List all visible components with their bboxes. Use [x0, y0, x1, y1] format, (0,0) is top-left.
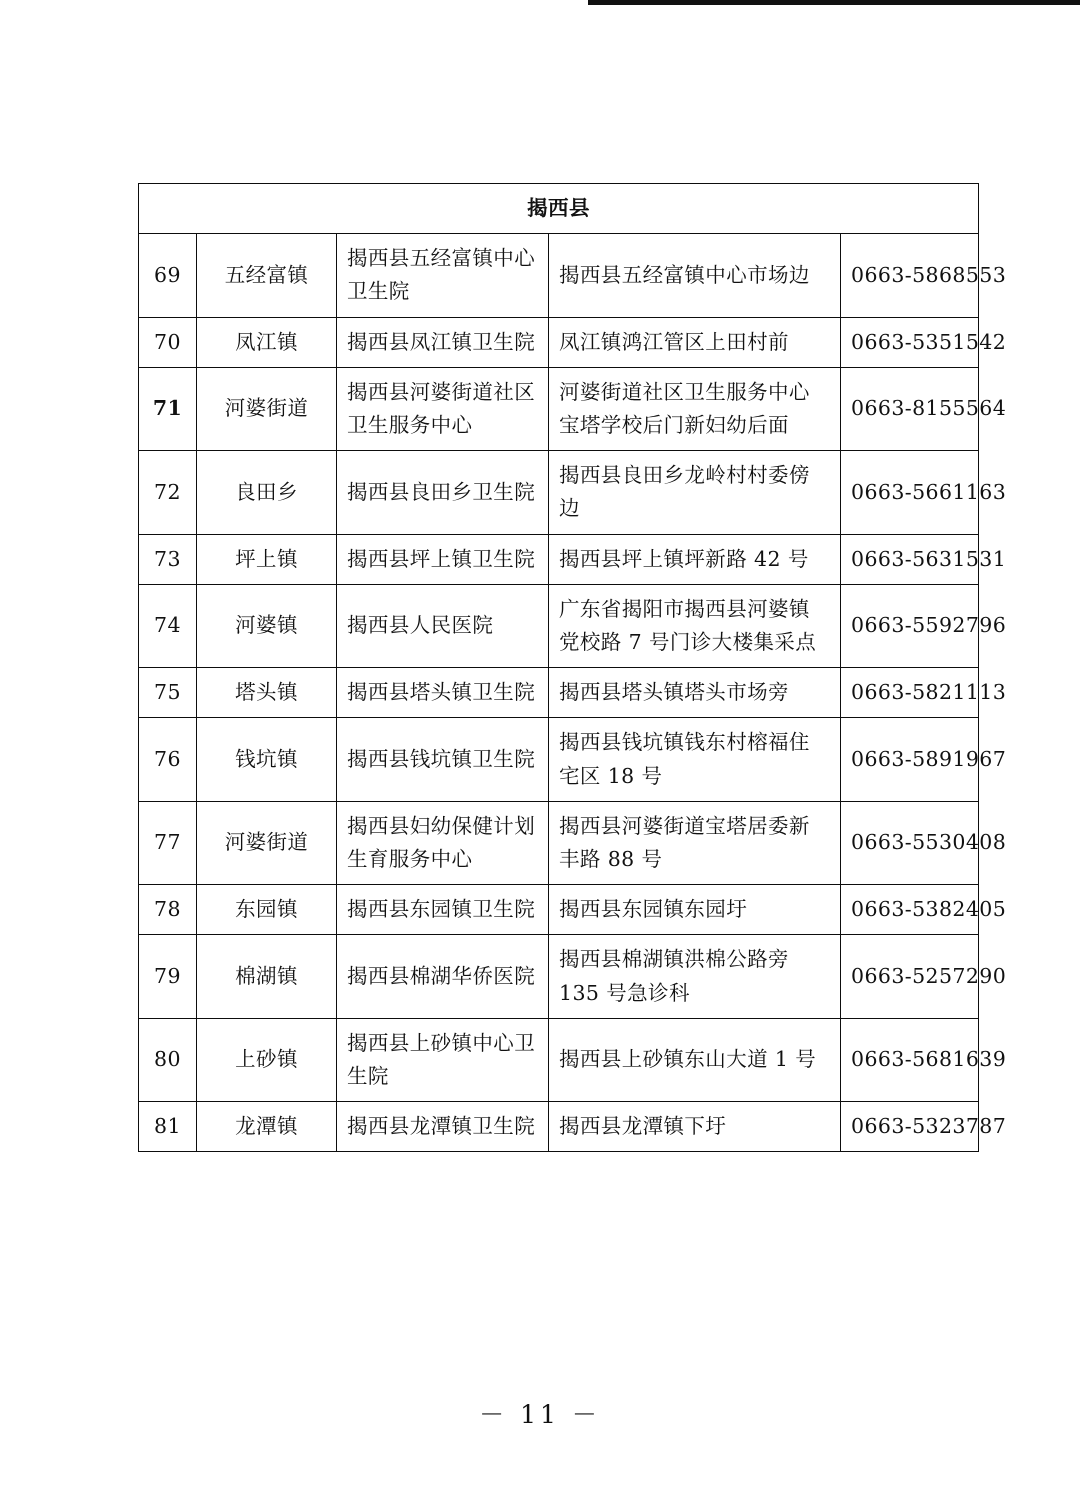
cell-town: 钱坑镇	[197, 718, 337, 801]
cell-no: 76	[139, 718, 197, 801]
table-row	[139, 718, 979, 801]
cell-telephone: 0663-5323787	[841, 1102, 979, 1152]
cell-no: 71	[139, 367, 197, 450]
table-row	[139, 935, 979, 1018]
cell-telephone: 0663-5257290	[841, 935, 979, 1018]
cell-no: 81	[139, 1102, 197, 1152]
table-row	[139, 234, 979, 317]
table-row	[139, 534, 979, 584]
cell-town: 河婆街道	[197, 801, 337, 884]
cell-address: 揭西县河婆街道宝塔居委新丰路 88 号	[549, 801, 841, 884]
cell-institution: 揭西县棉湖华侨医院	[337, 935, 549, 1018]
cell-town: 上砂镇	[197, 1018, 337, 1101]
table-row	[139, 584, 979, 667]
cell-address: 凤江镇鸿江管区上田村前	[549, 317, 841, 367]
cell-no: 74	[139, 584, 197, 667]
cell-town: 坪上镇	[197, 534, 337, 584]
table-row	[139, 367, 979, 450]
cell-no: 80	[139, 1018, 197, 1101]
cell-no: 73	[139, 534, 197, 584]
cell-no: 69	[139, 234, 197, 317]
cell-no: 70	[139, 317, 197, 367]
table-row	[139, 885, 979, 935]
cell-address: 揭西县龙潭镇下圩	[549, 1102, 841, 1152]
cell-telephone: 0663-5351542	[841, 317, 979, 367]
cell-town: 五经富镇	[197, 234, 337, 317]
cell-address: 河婆街道社区卫生服务中心宝塔学校后门新妇幼后面	[549, 367, 841, 450]
cell-institution: 揭西县钱坑镇卫生院	[337, 718, 549, 801]
cell-town: 龙潭镇	[197, 1102, 337, 1152]
table-row	[139, 1102, 979, 1152]
cell-institution: 揭西县龙潭镇卫生院	[337, 1102, 549, 1152]
cell-no: 72	[139, 451, 197, 534]
cell-address: 揭西县东园镇东园圩	[549, 885, 841, 935]
table-row	[139, 801, 979, 884]
cell-institution: 揭西县五经富镇中心卫生院	[337, 234, 549, 317]
cell-address: 广东省揭阳市揭西县河婆镇党校路 7 号门诊大楼集采点	[549, 584, 841, 667]
cell-telephone: 0663-5592796	[841, 584, 979, 667]
cell-institution: 揭西县东园镇卫生院	[337, 885, 549, 935]
table-row	[139, 317, 979, 367]
table-container	[138, 183, 1007, 1152]
cell-address: 揭西县坪上镇坪新路 42 号	[549, 534, 841, 584]
cell-town: 河婆街道	[197, 367, 337, 450]
cell-institution: 揭西县凤江镇卫生院	[337, 317, 549, 367]
cell-town: 凤江镇	[197, 317, 337, 367]
page-number: － 11 －	[479, 1400, 601, 1429]
cell-telephone: 0663-5868553	[841, 234, 979, 317]
cell-address: 揭西县钱坑镇钱东村榕福住宅区 18 号	[549, 718, 841, 801]
cell-institution: 揭西县上砂镇中心卫生院	[337, 1018, 549, 1101]
table-row	[139, 451, 979, 534]
cell-institution: 揭西县人民医院	[337, 584, 549, 667]
scan-artifact	[588, 0, 1080, 5]
cell-telephone: 0663-5382405	[841, 885, 979, 935]
cell-telephone: 0663-5821113	[841, 668, 979, 718]
cell-telephone: 0663-8155564	[841, 367, 979, 450]
cell-no: 75	[139, 668, 197, 718]
cell-town: 塔头镇	[197, 668, 337, 718]
cell-no: 79	[139, 935, 197, 1018]
cell-town: 棉湖镇	[197, 935, 337, 1018]
cell-telephone: 0663-5631531	[841, 534, 979, 584]
cell-telephone: 0663-5530408	[841, 801, 979, 884]
cell-address: 揭西县塔头镇塔头市场旁	[549, 668, 841, 718]
table-title: 揭西县	[139, 184, 979, 234]
cell-institution: 揭西县河婆街道社区卫生服务中心	[337, 367, 549, 450]
cell-telephone: 0663-5681639	[841, 1018, 979, 1101]
table-title-row	[139, 184, 979, 234]
clinic-table	[138, 183, 1007, 1152]
cell-address: 揭西县良田乡龙岭村村委傍边	[549, 451, 841, 534]
table-body	[139, 184, 1007, 1152]
cell-institution: 揭西县塔头镇卫生院	[337, 668, 549, 718]
cell-institution: 揭西县妇幼保健计划生育服务中心	[337, 801, 549, 884]
table-row	[139, 1018, 979, 1101]
cell-institution: 揭西县坪上镇卫生院	[337, 534, 549, 584]
cell-no: 77	[139, 801, 197, 884]
cell-town: 河婆镇	[197, 584, 337, 667]
cell-address: 揭西县上砂镇东山大道 1 号	[549, 1018, 841, 1101]
cell-town: 良田乡	[197, 451, 337, 534]
cell-no: 78	[139, 885, 197, 935]
cell-address: 揭西县棉湖镇洪棉公路旁 135 号急诊科	[549, 935, 841, 1018]
cell-address: 揭西县五经富镇中心市场边	[549, 234, 841, 317]
cell-town: 东园镇	[197, 885, 337, 935]
cell-institution: 揭西县良田乡卫生院	[337, 451, 549, 534]
cell-telephone: 0663-5661163	[841, 451, 979, 534]
cell-telephone: 0663-5891967	[841, 718, 979, 801]
table-row	[139, 668, 979, 718]
